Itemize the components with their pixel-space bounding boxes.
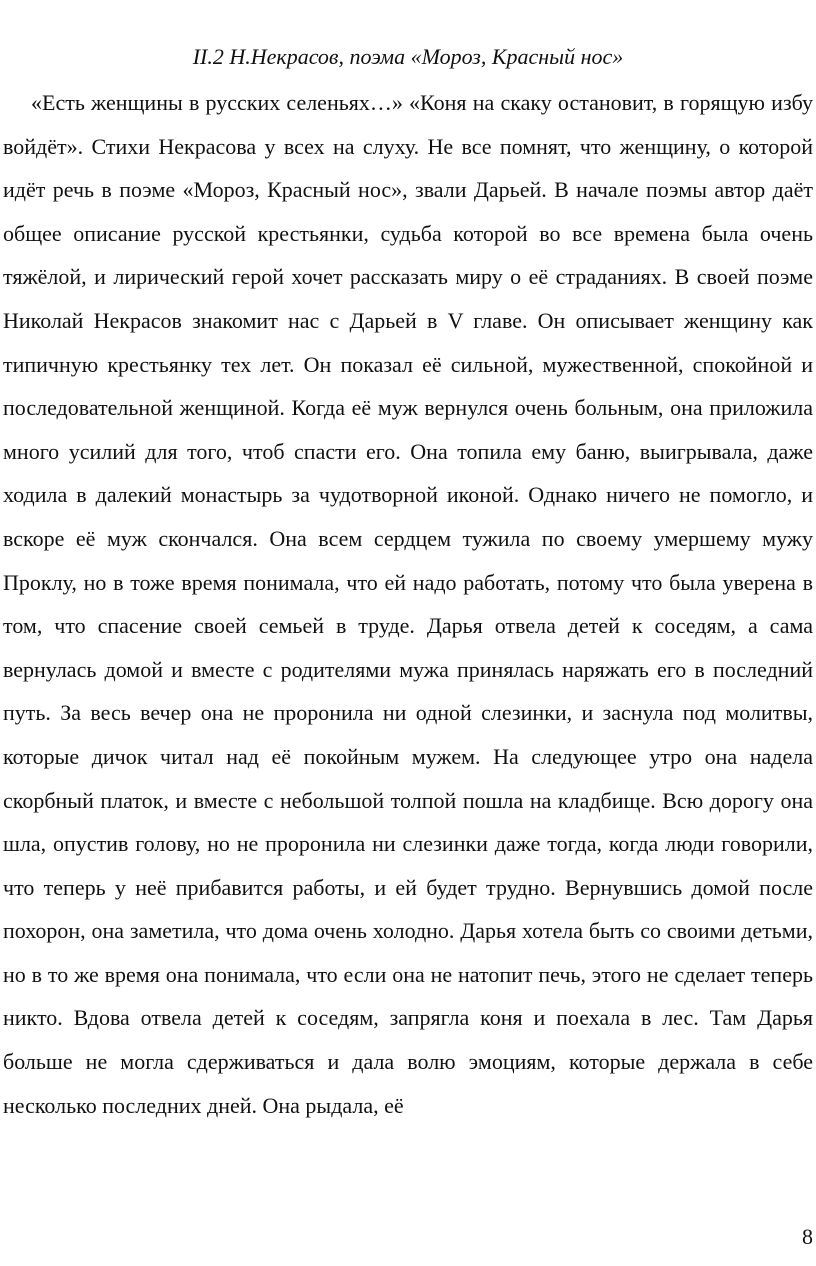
- body-paragraph: «Есть женщины в русских селеньях…» «Коня на скаку остановит, в горящую избу войдёт». Стихи Некрасова у всех на слуху. Не все помнят, что женщину, о которой идёт речь в поэме «Мороз, Красный нос», звали Дарьей. В начале поэмы автор даёт общее описание русской крестьянки, судьба которой во все времена была очень тяжёлой, и лирический герой хочет рассказать миру о её страданиях. В своей поэме Николай Некрасов знакомит нас с Дарьей в V главе. Он описывает женщину как типичную крестьянку тех лет. Он показал её сильной, мужественной, спокойной и последовательной женщиной. Когда её муж вернулся очень больным, она приложила много усилий для того, чтоб спасти его. Она топила ему баню, выигрывала, даже ходила в далекий монастырь за чудотворной иконой. Однако ничего не помогло, и вскоре её муж скончался. Она всем сердцем тужила по своему умершему мужу Проклу, но в тоже время понимала, что ей надо работать, потому что была уверена в том, что спасение своей семьей в труде. Дарья отвела детей к соседям, а сама вернулась домой и вместе с родителями мужа принялась наряжать его в последний путь. За весь вечер она не проронила ни одной слезинки, и заснула под молитвы, которые дичок читал над её покойным мужем. На следующее утро она надела скорбный платок, и вместе с небольшой толпой пошла на кладбище. Всю дорогу она шла, опустив голову, но не проронила ни слезинки даже тогда, когда люди говорили, что теперь у неё прибавится работы, и ей будет трудно. Вернувшись домой после похорон, она заметила, что дома очень холодно. Дарья хотела быть со своими детьми, но в то же время она понимала, что если она не натопит печь, этого не сделает теперь никто. Вдова отвела детей к соседям, запрягла коня и поехала в лес. Там Дарья больше не могла сдерживаться и дала волю эмоциям, которые держала в себе несколько последних дней. Она рыдала, её: [3, 90, 813, 1118]
- section-heading: II.2 Н.Некрасов, поэма «Мороз, Красный нос»: [192, 44, 624, 69]
- page-number: 8: [802, 1224, 813, 1249]
